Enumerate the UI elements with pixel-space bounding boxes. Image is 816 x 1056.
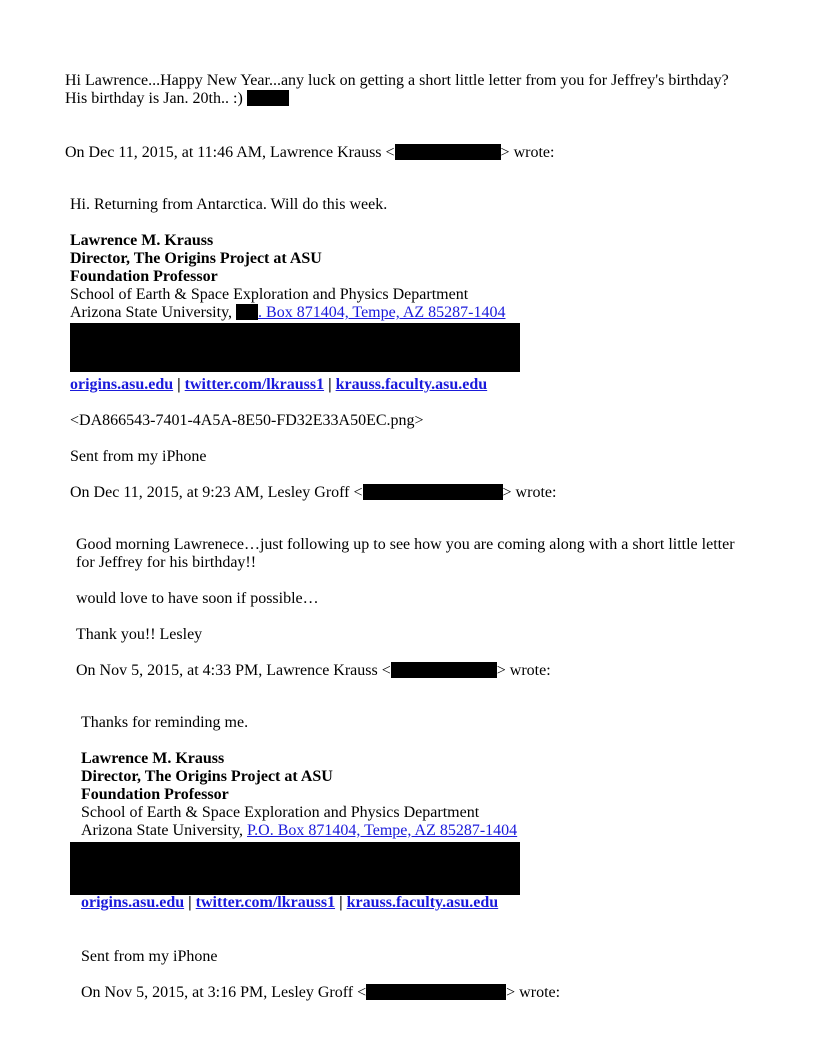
sig1-dept: School of Earth & Space Exploration and Physics Department bbox=[70, 286, 469, 303]
link-separator: | bbox=[335, 894, 347, 911]
opening-line-2 bbox=[65, 90, 289, 108]
sig2-links bbox=[81, 894, 498, 912]
quote3-header bbox=[76, 662, 551, 680]
sig1-title1: Director, The Origins Project at ASU bbox=[70, 250, 322, 267]
quote3-sent: Sent from my iPhone bbox=[81, 948, 218, 965]
redaction-block bbox=[247, 90, 289, 106]
quote2-header-post: > wrote: bbox=[502, 484, 557, 501]
redaction-block bbox=[236, 304, 258, 320]
opening-line-1: Hi Lawrence...Happy New Year...any luck on getting a short little letter from you for Jeffrey's birthday? bbox=[65, 72, 729, 89]
link-separator: | bbox=[184, 894, 196, 911]
origins-link[interactable]: origins.asu.edu bbox=[81, 894, 185, 911]
quote3-header-post: > wrote: bbox=[496, 662, 551, 679]
twitter-link[interactable]: twitter.com/lkrauss1 bbox=[184, 376, 325, 393]
quote2-body-line-2: for Jeffrey for his birthday!! bbox=[76, 554, 257, 571]
quote4-header-pre: On Nov 5, 2015, at 3:16 PM, Lesley Groff < bbox=[81, 984, 367, 1001]
quote4-header-post: > wrote: bbox=[506, 984, 561, 1001]
faculty-link[interactable]: krauss.faculty.asu.edu bbox=[346, 894, 499, 911]
link-separator: | bbox=[173, 376, 185, 393]
faculty-link[interactable]: krauss.faculty.asu.edu bbox=[335, 376, 488, 393]
sig1-name: Lawrence M. Krauss bbox=[70, 232, 214, 249]
redaction-block bbox=[391, 662, 497, 678]
sig2-address-link[interactable]: P.O. Box 871404, Tempe, AZ 85287-1404 bbox=[247, 822, 518, 839]
sig1-univ-text: Arizona State University, bbox=[70, 304, 237, 321]
sig1-univ bbox=[70, 304, 506, 322]
twitter-link[interactable]: twitter.com/lkrauss1 bbox=[195, 894, 336, 911]
quote4-header bbox=[81, 984, 560, 1002]
quote1-header-post: > wrote: bbox=[500, 144, 555, 161]
sig2-title2: Foundation Professor bbox=[81, 786, 229, 803]
quote1-body: Hi. Returning from Antarctica. Will do this week. bbox=[70, 196, 388, 213]
sig2-dept: School of Earth & Space Exploration and Physics Department bbox=[81, 804, 480, 821]
sig2-univ bbox=[81, 822, 517, 840]
sig2-title1: Director, The Origins Project at ASU bbox=[81, 768, 333, 785]
quote1-sent: Sent from my iPhone bbox=[70, 448, 207, 465]
quote1-header-pre: On Dec 11, 2015, at 11:46 AM, Lawrence Krauss < bbox=[65, 144, 395, 161]
redaction-block bbox=[363, 484, 503, 500]
quote2-thanks: Thank you!! Lesley bbox=[76, 626, 203, 643]
redaction-block bbox=[70, 842, 520, 895]
quote2-body-line-1: Good morning Lawrenece…just following up to see how you are coming along with a short little letter bbox=[76, 536, 735, 553]
redaction-block bbox=[70, 323, 520, 372]
opening-line-2-text: His birthday is Jan. 20th.. :) bbox=[65, 90, 243, 107]
link-separator: | bbox=[324, 376, 336, 393]
sig1-title2: Foundation Professor bbox=[70, 268, 218, 285]
attachment-name: <DA866543-7401-4A5A-8E50-FD32E33A50EC.png> bbox=[70, 412, 424, 429]
sig1-address-link[interactable]: . Box 871404, Tempe, AZ 85287-1404 bbox=[258, 304, 506, 321]
redaction-block bbox=[395, 144, 501, 160]
quote2-header-pre: On Dec 11, 2015, at 9:23 AM, Lesley Groff < bbox=[70, 484, 363, 501]
origins-link[interactable]: origins.asu.edu bbox=[70, 376, 174, 393]
sig1-links bbox=[70, 376, 487, 394]
quote3-header-pre: On Nov 5, 2015, at 4:33 PM, Lawrence Krauss < bbox=[76, 662, 391, 679]
quote2-soon: would love to have soon if possible… bbox=[76, 590, 319, 607]
redaction-block bbox=[366, 984, 506, 1000]
quote3-body: Thanks for reminding me. bbox=[81, 714, 249, 731]
quote2-header bbox=[70, 484, 556, 502]
quote1-header bbox=[65, 144, 554, 162]
sig2-univ-text: Arizona State University, bbox=[81, 822, 248, 839]
sig2-name: Lawrence M. Krauss bbox=[81, 750, 225, 767]
